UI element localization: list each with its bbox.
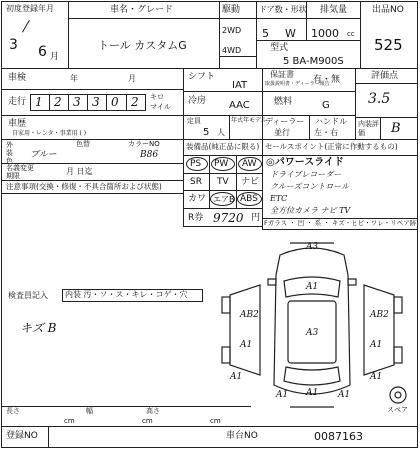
displacement-value: 1000	[311, 27, 339, 40]
equip-airbag-circle	[210, 192, 235, 206]
sales-point-2: ドライブレコーダー	[270, 170, 342, 179]
displacement-label: 排気量	[320, 5, 348, 15]
mileage-digit-1: 1	[35, 95, 43, 109]
sales-point-4: ETC	[270, 194, 288, 203]
km-label: キロ	[150, 93, 164, 101]
mileage-digit-5: 0	[111, 95, 119, 109]
width-unit: cm	[142, 417, 153, 425]
equip-airbag: エアB	[213, 195, 235, 204]
interior-value: B	[391, 121, 401, 136]
mileage-digit-4: 3	[92, 95, 100, 109]
color-no: B86	[140, 150, 159, 160]
equip-navi: ナビ	[241, 177, 260, 187]
door-shape-label: ドア数・形状	[259, 5, 307, 14]
color-change-label: 色替	[76, 140, 90, 148]
dealer-label: ディーラー	[265, 117, 305, 126]
diagram-label-rear: A1	[306, 388, 319, 398]
year-model-label: 年式年モデル	[231, 117, 267, 124]
height-unit: cm	[210, 417, 221, 425]
equip-abs-circle	[237, 192, 262, 206]
sales-point-label: セールスポイント(正常に作動するもの)	[265, 142, 398, 151]
length-unit: cm	[64, 417, 75, 425]
car-damage-diagram	[210, 235, 415, 415]
capacity-value: 5	[203, 127, 210, 138]
sales-point-5: 全方位カメラ ナビ TV	[270, 206, 351, 215]
fuel-value: G	[322, 100, 330, 111]
handwritten-note: キズ B	[20, 321, 57, 335]
equip-aw: AW	[242, 159, 257, 169]
rating-value: 3.5	[368, 91, 391, 107]
equip-abs: ABS	[240, 194, 258, 204]
first-reg-month-unit: 月	[50, 52, 60, 62]
usage-label: 車歴	[8, 119, 27, 129]
inspection-box	[1, 68, 184, 90]
diagram-label-left-sill: A1	[230, 372, 243, 382]
drive-label: 駆動	[222, 5, 241, 15]
shape: W	[285, 27, 296, 40]
exterior-label: 外装色	[6, 141, 13, 165]
recycle-value: 9720	[213, 211, 244, 225]
equip-ps: PS	[190, 159, 202, 169]
recycle-label: R券	[188, 213, 204, 223]
interior-label: 内装評価	[358, 120, 379, 137]
frame-no: 0087163	[314, 430, 363, 443]
auction-no-label: 出品NO	[372, 5, 404, 15]
diagram-label-left-rear: A1	[240, 340, 253, 350]
diagram-label-right-sill: A1	[370, 372, 383, 382]
equip-pw-circle	[211, 157, 235, 171]
diagram-label-right: AB2	[370, 310, 389, 320]
color-no-label: カラーNO	[128, 140, 160, 148]
warranty-value: 有・無	[313, 75, 341, 85]
recycle-unit: 円	[251, 213, 261, 223]
first-reg-label: 初度登録年月	[6, 4, 54, 13]
sales-point-1: ◎パワースライド	[266, 157, 344, 168]
car-name-label: 車名・グレード	[110, 5, 174, 15]
diagram-label-front: A3	[306, 242, 319, 252]
equip-aw-circle	[238, 157, 262, 171]
mileage-digit-2: 2	[54, 95, 62, 109]
rating-label: 評価点	[371, 71, 399, 81]
first-reg-year: 3	[9, 37, 18, 53]
handle-value: 左・右	[314, 128, 338, 137]
diagram-label-right-rear: A1	[370, 340, 383, 350]
inspection-year-unit: 年	[70, 74, 78, 83]
name-change-label: 名義変更期限	[6, 164, 34, 180]
width-label: 幅	[86, 407, 93, 415]
drive-2wd: 2WD	[222, 26, 242, 35]
dealer-value: 並行	[274, 128, 290, 137]
doors: 5	[262, 27, 269, 40]
reg-no-label: 登録NO	[6, 431, 38, 441]
mile-label: マイル	[150, 103, 171, 111]
equip-tv: TV	[217, 177, 229, 187]
handle-label: ハンドル	[315, 117, 347, 126]
equipment-label: 装備品(純正品に限る)	[186, 142, 260, 151]
car-name: トール カスタムG	[98, 39, 187, 52]
cc-unit: cc	[347, 30, 355, 38]
diagram-label-hood: A1	[306, 282, 319, 292]
equip-sr: SR	[190, 177, 202, 187]
inspection-month-unit: 月	[128, 74, 136, 83]
mileage-digit-3: 3	[73, 95, 81, 109]
warranty-sub: 取扱説明書・ディーラー報告	[265, 81, 330, 87]
mileage-digits-box	[30, 94, 146, 111]
warranty-label: 保証書	[270, 70, 294, 79]
inspection-label: 車検	[8, 73, 27, 83]
exterior-value: ブルー	[30, 150, 57, 160]
frame-no-label: 車台NO	[226, 431, 258, 441]
diagram-label-rear-left: A1	[276, 390, 289, 400]
equip-ps-circle	[186, 157, 208, 171]
height-label: 高さ	[146, 407, 160, 415]
mileage-label: 走行	[8, 97, 27, 107]
capacity-label: 定員	[187, 117, 201, 125]
length-label: 長さ	[6, 407, 20, 415]
first-reg-month: 6	[38, 44, 47, 60]
shift-value: IAT	[232, 80, 248, 91]
drive-4wd: 4WD	[222, 46, 242, 55]
equip-leather: カワ	[188, 194, 207, 204]
caution-label: 注意事項(交換・修復・不具合箇所および状態)	[6, 182, 162, 191]
ac-value: AAC	[229, 100, 250, 111]
usage-options: 自家用・レンタ・事業用 ( )	[12, 130, 87, 137]
interior-checks: 内装 汚・ソ・ス・キレ・コゲ・穴	[65, 290, 188, 299]
shift-label: シフト	[188, 72, 216, 82]
ac-label: 冷房	[188, 96, 207, 106]
name-change-date: 月 日迄	[66, 167, 93, 176]
diagram-label-left: AB2	[240, 310, 259, 320]
diagram-label-roof: A3	[306, 328, 319, 338]
capacity-unit: 人	[217, 128, 225, 137]
auction-no: 525	[374, 36, 403, 54]
diagram-label-rear-right: A1	[338, 390, 351, 400]
fuel-label: 燃料	[274, 97, 293, 107]
model-label: 型式	[270, 43, 289, 53]
model-value: 5 BA-M900S	[283, 56, 344, 67]
sales-point-3: クルーズコントロール	[270, 182, 350, 191]
equip-pw: PW	[214, 159, 229, 169]
mileage-digit-6: 2	[131, 95, 139, 109]
inspector-label: 検査員記入	[8, 291, 48, 300]
spare-label: スペア	[387, 406, 408, 414]
glass-row-text: Fガラス ・ 凹 ・ 系 ・ キズ・ヒビ・ワレ・リペア跡	[264, 219, 417, 227]
